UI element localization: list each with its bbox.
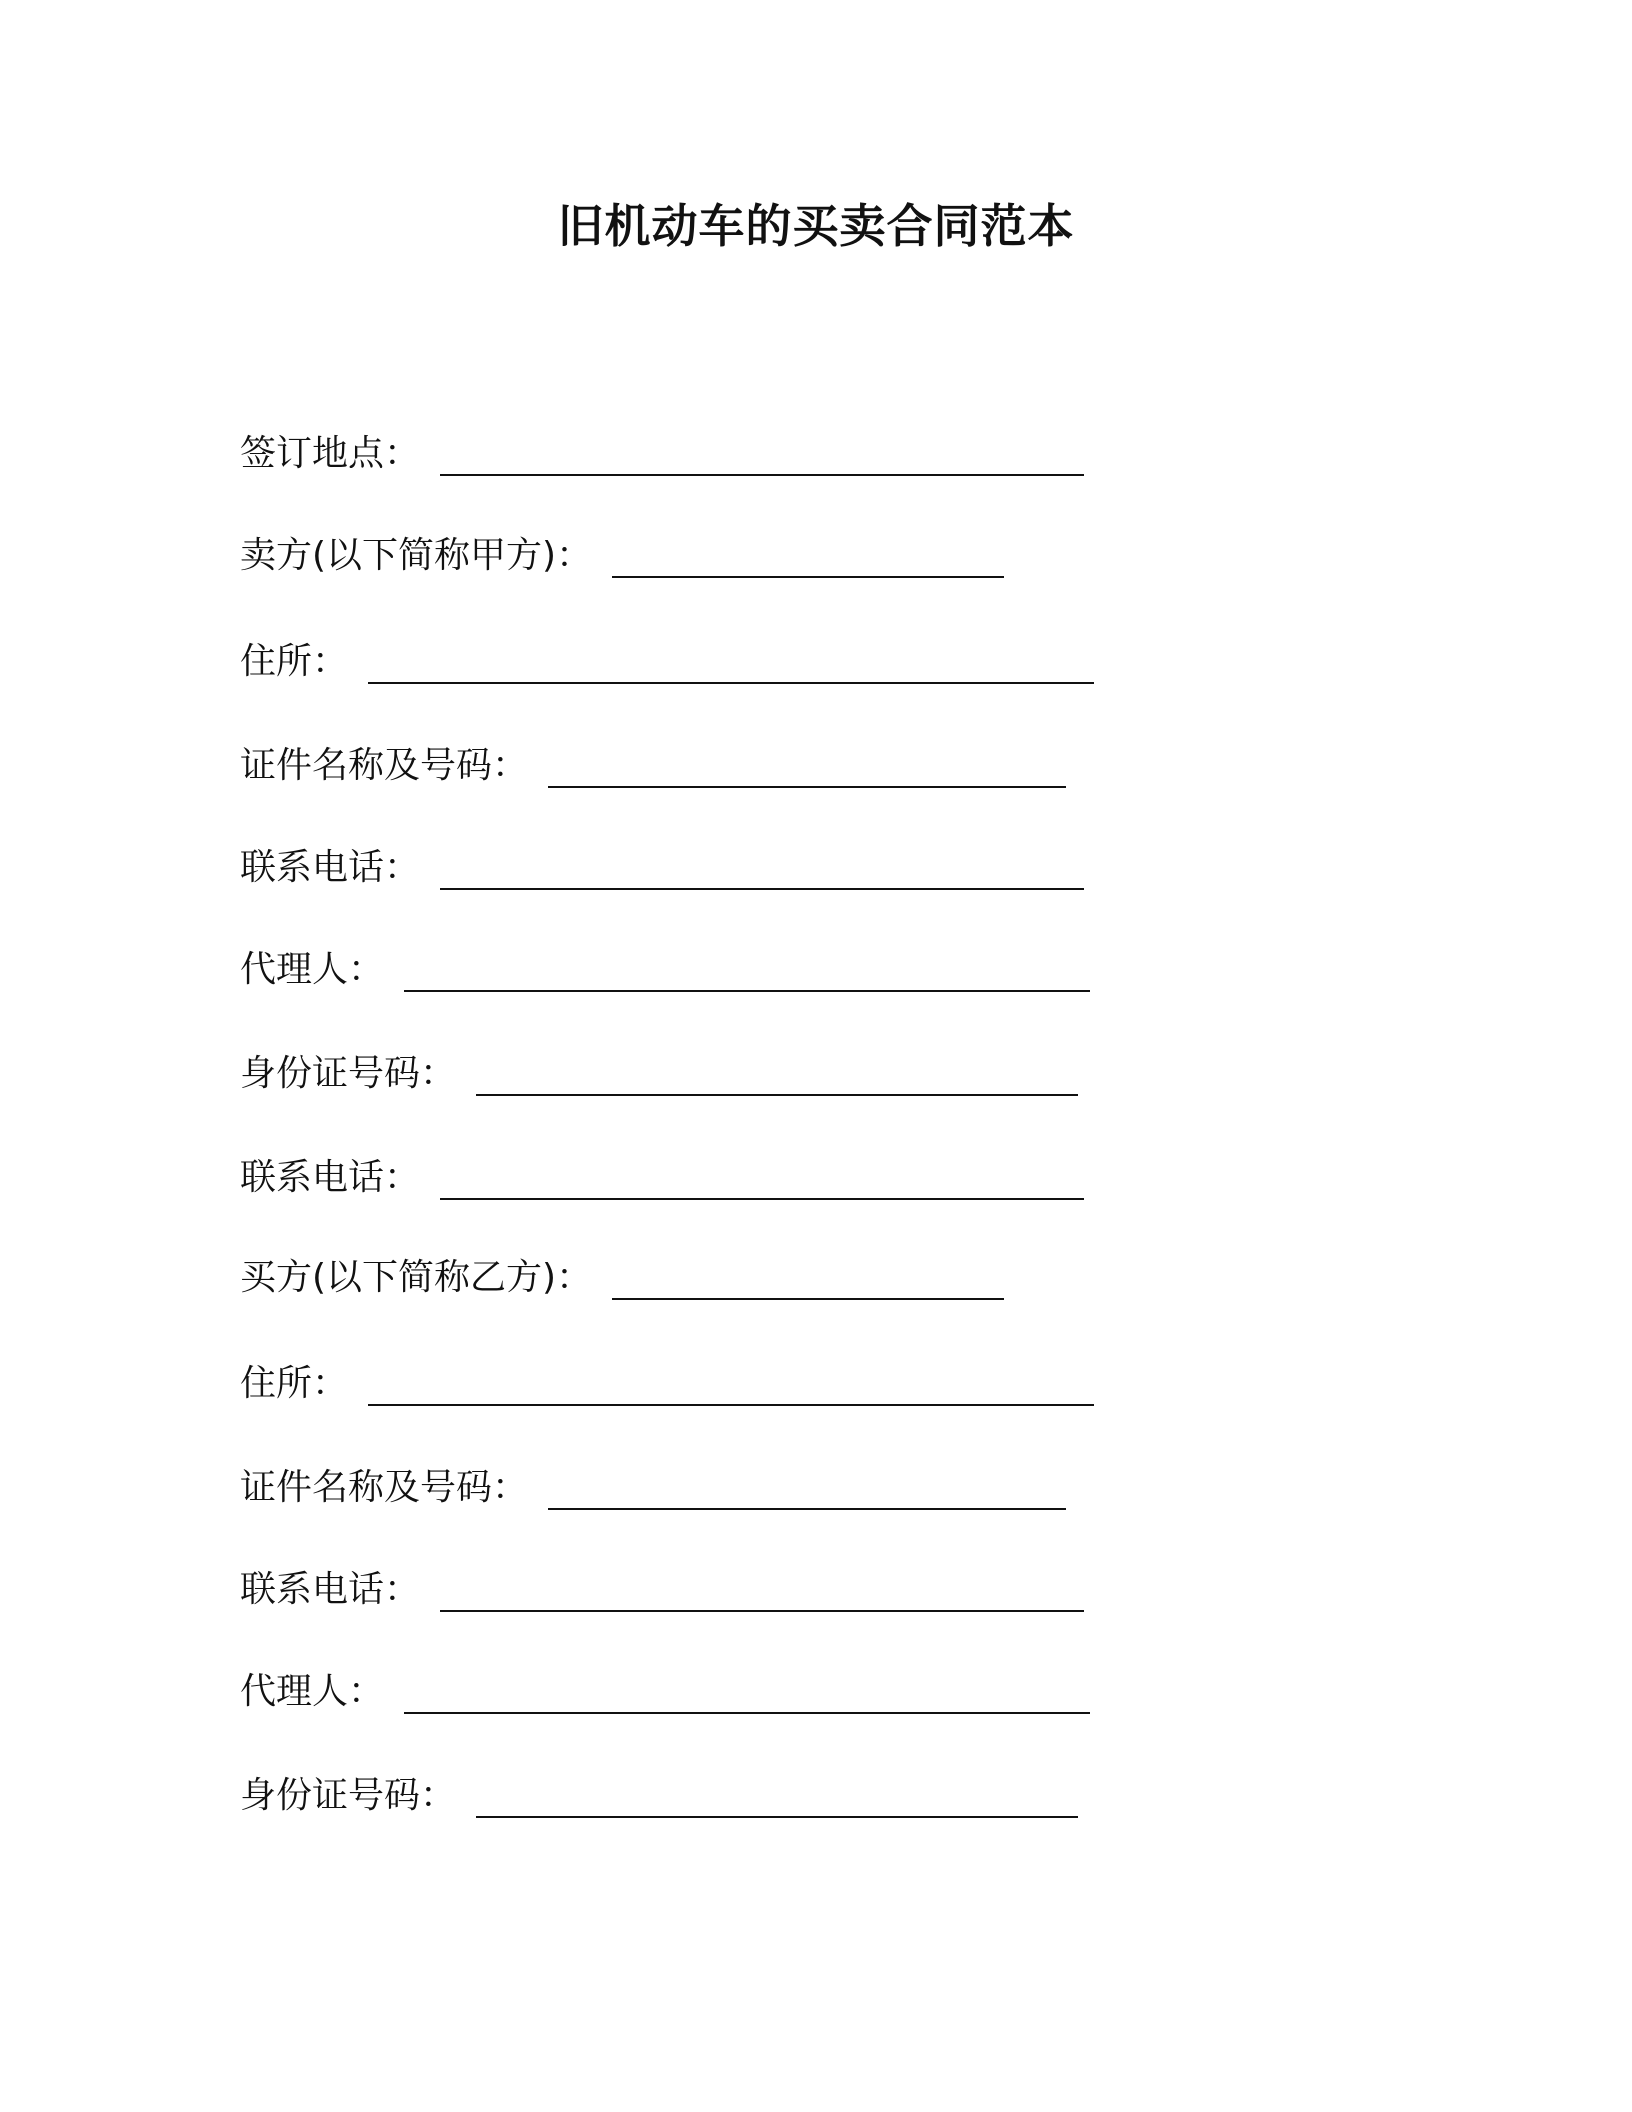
field-seller-phone <box>240 836 1084 892</box>
fill-in-blank[interactable] <box>612 1258 1004 1300</box>
field-label: 身份证号码： <box>240 1775 457 1816</box>
field-label: 证件名称及号码： <box>240 745 529 786</box>
fill-in-blank[interactable] <box>368 1364 1094 1406</box>
field-label: 代理人： <box>240 949 385 990</box>
field-buyer-id <box>240 1456 1066 1512</box>
field-label: 联系电话： <box>240 847 421 888</box>
field-label: 住所： <box>240 641 349 682</box>
document-title: 旧机动车的买卖合同范本 <box>557 199 1075 253</box>
fill-in-blank[interactable] <box>476 1776 1078 1818</box>
field-seller <box>240 524 1004 580</box>
field-label: 签订地点： <box>240 433 421 474</box>
field-buyer-agent <box>240 1660 1090 1716</box>
field-buyer-agent-id <box>240 1764 1078 1820</box>
field-label: 联系电话： <box>240 1157 421 1198</box>
fill-in-blank[interactable] <box>476 1054 1078 1096</box>
field-label: 身份证号码： <box>240 1053 457 1094</box>
fill-in-blank[interactable] <box>404 950 1090 992</box>
field-seller-agent-id <box>240 1042 1078 1098</box>
fill-in-blank[interactable] <box>404 1672 1090 1714</box>
fill-in-blank[interactable] <box>368 642 1094 684</box>
field-label: 联系电话： <box>240 1569 421 1610</box>
field-seller-agent-phone <box>240 1146 1084 1202</box>
field-seller-id <box>240 734 1066 790</box>
fill-in-blank[interactable] <box>612 536 1004 578</box>
field-label: 买方(以下简称乙方)： <box>240 1257 593 1298</box>
field-buyer-address <box>240 1352 1094 1408</box>
fill-in-blank[interactable] <box>440 1158 1084 1200</box>
fill-in-blank[interactable] <box>440 848 1084 890</box>
fill-in-blank[interactable] <box>548 1468 1066 1510</box>
field-label: 住所： <box>240 1363 349 1404</box>
field-label: 证件名称及号码： <box>240 1467 529 1508</box>
field-buyer-phone <box>240 1558 1084 1614</box>
fill-in-blank[interactable] <box>440 1570 1084 1612</box>
field-seller-agent <box>240 938 1090 994</box>
field-label: 代理人： <box>240 1671 385 1712</box>
field-buyer <box>240 1246 1004 1302</box>
field-signing-place <box>240 422 1084 478</box>
fill-in-blank[interactable] <box>548 746 1066 788</box>
fill-in-blank[interactable] <box>440 434 1084 476</box>
field-label: 卖方(以下简称甲方)： <box>240 535 593 576</box>
field-seller-address <box>240 630 1094 686</box>
